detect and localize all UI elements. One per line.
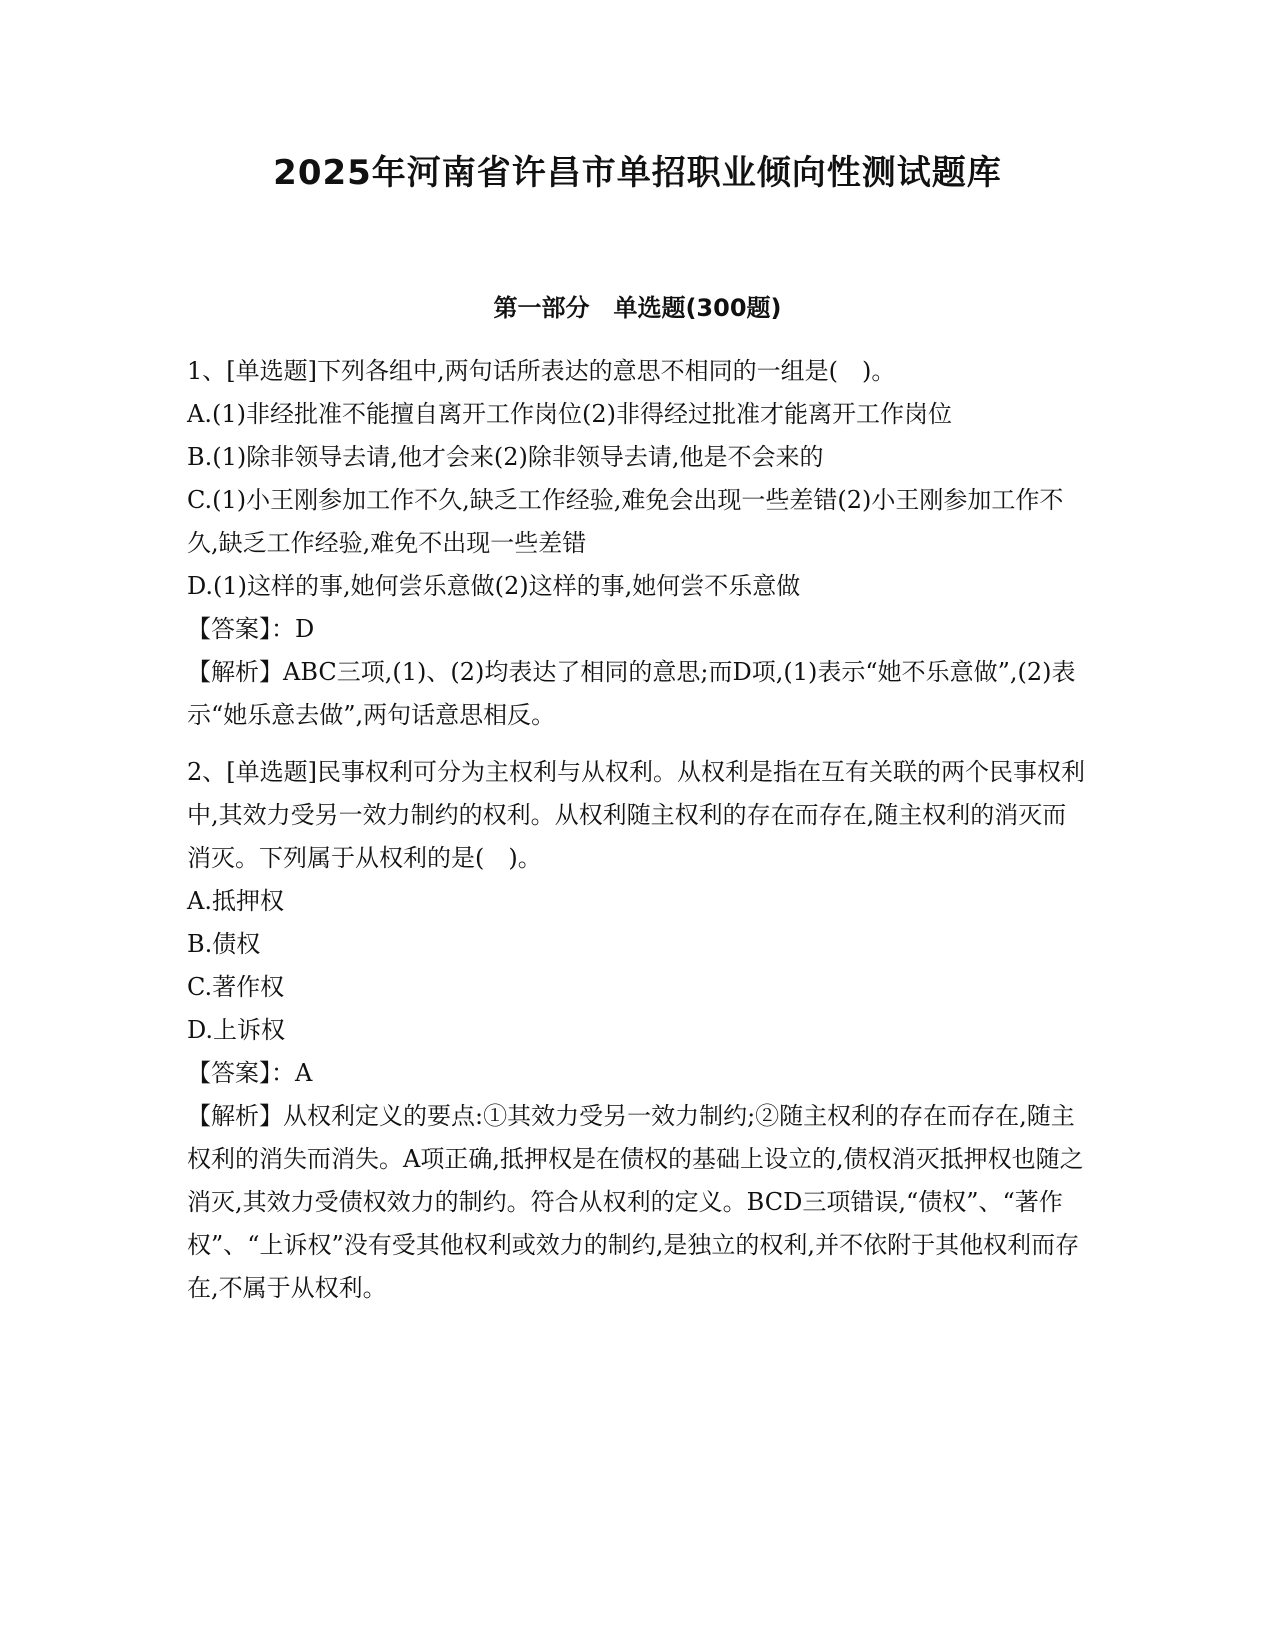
option-d: D.上诉权 — [187, 1016, 286, 1044]
question-1 — [187, 350, 1087, 737]
answer: 【答案】：D — [187, 615, 315, 643]
section-title: 第一部分 单选题(300题) — [493, 294, 782, 322]
analysis: 【解析】从权利定义的要点:①其效力受另一效力制约;②随主权利的存在而存在,随主权利的消失而消失。A项正确,抵押权是在债权的基础上设立的,债权消灭抵押权也随之消灭,其效力受债权效力的制约。符合从权利的定义。BCD三项错误,“债权”、“著作权”、“上诉权”没有受其他权利或效力的制约,是独立的权利,并不依附于其他权利而存在,不属于从权利。 — [187, 1102, 1084, 1302]
option-d: D.(1)这样的事,她何尝乐意做(2)这样的事,她何尝不乐意做 — [187, 572, 801, 600]
question-stem: 2、[单选题]民事权利可分为主权利与从权利。从权利是指在互有关联的两个民事权利中,其效力受另一效力制约的权利。从权利随主权利的存在而存在,随主权利的消灭而消灭。下列属于从权利的是( )。 — [187, 758, 1085, 872]
option-b: B.(1)除非领导去请,他才会来(2)除非领导去请,他是不会来的 — [187, 443, 824, 471]
option-c: C.著作权 — [187, 973, 285, 1001]
option-a: A.抵押权 — [187, 887, 284, 915]
question-list — [187, 350, 1087, 1324]
option-c: C.(1)小王刚参加工作不久,缺乏工作经验,难免会出现一些差错(2)小王刚参加工作不久,缺乏工作经验,难免不出现一些差错 — [187, 486, 1064, 557]
question-2 — [187, 751, 1087, 1310]
answer: 【答案】：A — [187, 1059, 313, 1087]
option-a: A.(1)非经批准不能擅自离开工作岗位(2)非得经过批准才能离开工作岗位 — [187, 400, 952, 428]
analysis: 【解析】ABC三项,(1)、(2)均表达了相同的意思;而D项,(1)表示“她不乐意做”,(2)表示“她乐意去做”,两句话意思相反。 — [187, 658, 1076, 729]
question-stem: 1、[单选题]下列各组中,两句话所表达的意思不相同的一组是( )。 — [187, 357, 896, 385]
option-b: B.债权 — [187, 930, 261, 958]
document-title: 2025年河南省许昌市单招职业倾向性测试题库 — [273, 153, 1002, 193]
